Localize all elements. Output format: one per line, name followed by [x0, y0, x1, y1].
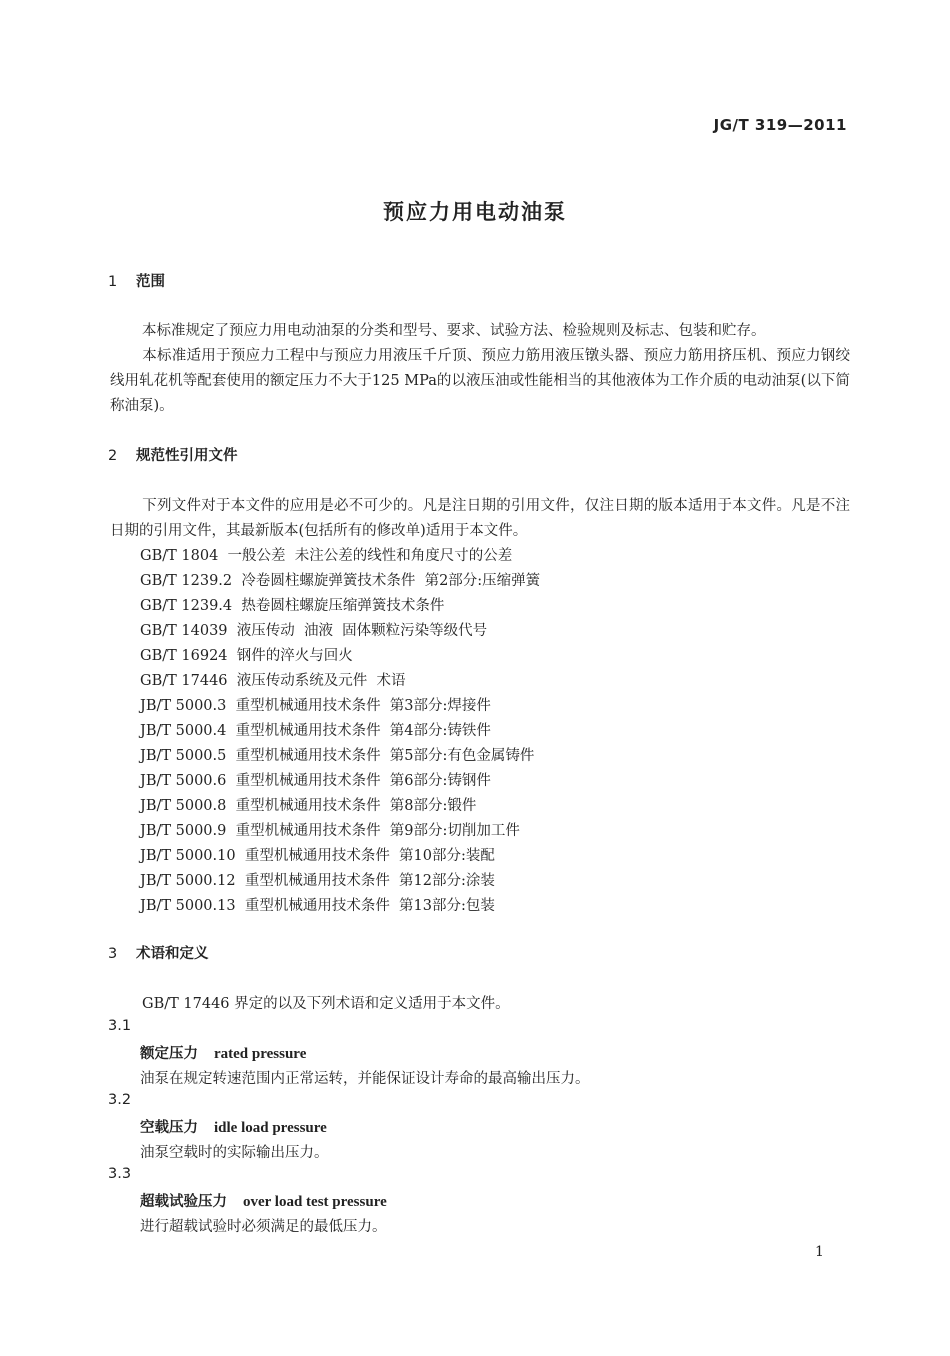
reference-item: GB/T 1239.4 热卷圆柱螺旋压缩弹簧技术条件 [140, 598, 445, 614]
section-number: 1 [108, 274, 118, 290]
term-definition: 进行超载试验时必须满足的最低压力。 [140, 1219, 387, 1235]
section-number: 2 [108, 448, 118, 464]
section-title: 范围 [136, 274, 165, 290]
reference-item: JB/T 5000.13 重型机械通用技术条件 第13部分:包装 [140, 898, 495, 914]
reference-item: JB/T 5000.3 重型机械通用技术条件 第3部分:焊接件 [140, 698, 491, 714]
reference-item: JB/T 5000.10 重型机械通用技术条件 第10部分:装配 [140, 848, 495, 864]
section-2-paragraph-1: 下列文件对于本文件的应用是必不可少的。凡是注日期的引用文件，仅注日期的版本适用于本文件。凡是不注日期的引用文件，其最新版本(包括所有的修改单)适用于本文件。 [110, 498, 850, 539]
section-1-heading [108, 270, 165, 291]
page-number: 1 [815, 1244, 824, 1260]
term-title: 超载试验压力 over load test pressure [140, 1193, 387, 1210]
term-definition: 油泵在规定转速范围内正常运转，并能保证设计寿命的最高输出压力。 [140, 1071, 590, 1087]
section-3-heading [108, 942, 209, 963]
reference-item: GB/T 14039 液压传动 油液 固体颗粒污染等级代号 [140, 623, 488, 639]
reference-item: GB/T 1239.2 冷卷圆柱螺旋弹簧技术条件 第2部分:压缩弹簧 [140, 573, 541, 589]
section-2-heading [108, 444, 238, 465]
reference-item: JB/T 5000.6 重型机械通用技术条件 第6部分:铸钢件 [140, 773, 491, 789]
section-1-paragraph-1: 本标准规定了预应力用电动油泵的分类和型号、要求、试验方法、检验规则及标志、包装和贮存。 [142, 323, 766, 339]
reference-item: JB/T 5000.8 重型机械通用技术条件 第8部分:锻件 [140, 798, 477, 814]
reference-item: JB/T 5000.4 重型机械通用技术条件 第4部分:铸铁件 [140, 723, 491, 739]
page-title: 预应力用电动油泵 [383, 200, 567, 224]
term-definition: 油泵空载时的实际输出压力。 [140, 1145, 329, 1161]
section-3-paragraph-1: GB/T 17446 界定的以及下列术语和定义适用于本文件。 [142, 996, 510, 1012]
term-number: 3.2 [108, 1092, 132, 1108]
reference-item: JB/T 5000.9 重型机械通用技术条件 第9部分:切削加工件 [140, 823, 520, 839]
reference-item: GB/T 16924 钢件的淬火与回火 [140, 648, 353, 664]
term-number: 3.1 [108, 1018, 132, 1034]
section-title: 规范性引用文件 [136, 448, 238, 464]
standard-code: JG/T 319—2011 [713, 116, 847, 134]
section-number: 3 [108, 946, 118, 962]
section-title: 术语和定义 [136, 946, 209, 962]
term-title: 空载压力 idle load pressure [140, 1119, 327, 1136]
reference-item: JB/T 5000.5 重型机械通用技术条件 第5部分:有色金属铸件 [140, 748, 535, 764]
reference-item: GB/T 1804 一般公差 未注公差的线性和角度尺寸的公差 [140, 548, 513, 564]
reference-item: GB/T 17446 液压传动系统及元件 术语 [140, 673, 406, 689]
term-number: 3.3 [108, 1166, 132, 1182]
reference-item: JB/T 5000.12 重型机械通用技术条件 第12部分:涂装 [140, 873, 495, 889]
term-title: 额定压力 rated pressure [140, 1045, 307, 1062]
section-1-paragraph-2: 本标准适用于预应力工程中与预应力用液压千斤顶、预应力筋用液压镦头器、预应力筋用挤压机、预应力钢绞线用轧花机等配套使用的额定压力不大于125 MPa的以液压油或性能相当的其他液体为工作介质的电动油泵(以下简称油泵)。 [110, 348, 850, 414]
